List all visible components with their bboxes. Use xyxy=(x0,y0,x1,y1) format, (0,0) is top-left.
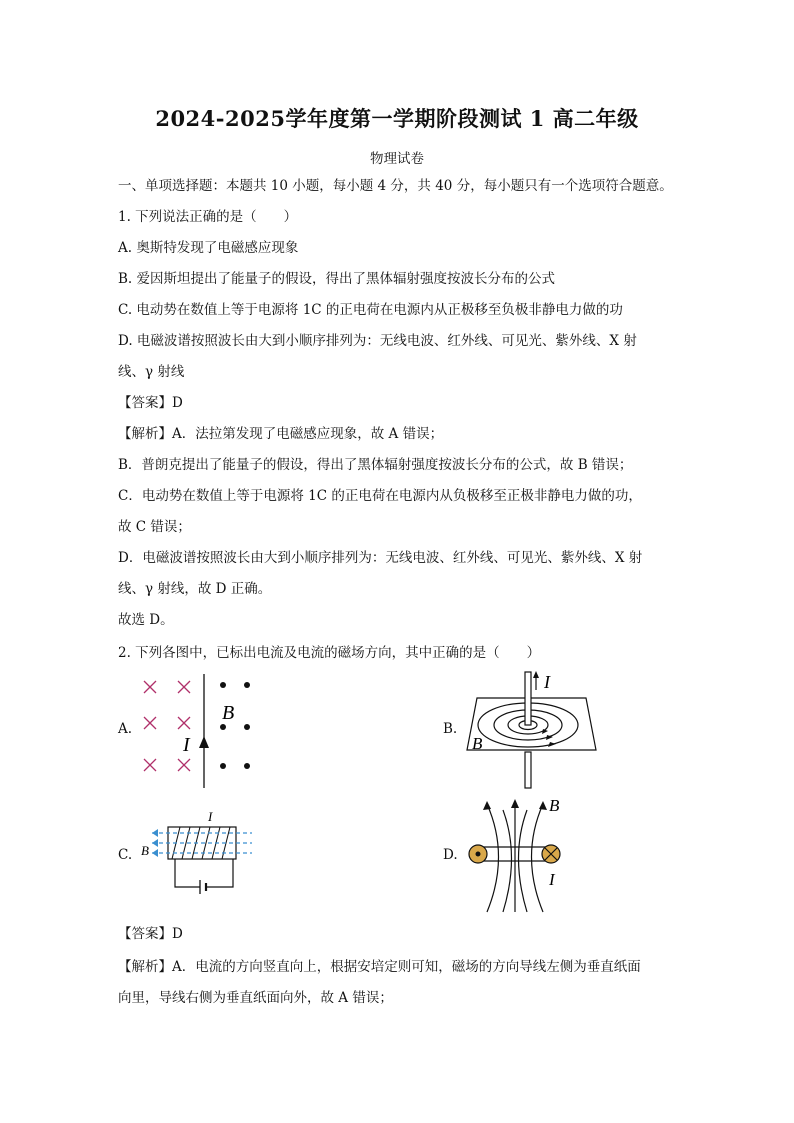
q1-option-d-line1: D. 电磁波谱按照波长由大到小顺序排列为：无线电波、红外线、可见光、紫外线、X 射 xyxy=(118,333,637,349)
field-label-b: B xyxy=(549,796,560,815)
figure-a xyxy=(135,672,265,790)
q1-analysis-7: 故选 D。 xyxy=(118,612,174,628)
q1-answer: 【答案】D xyxy=(118,395,183,411)
current-arrow xyxy=(533,671,539,678)
page-title: 2024-2025学年度第一学期阶段测试 1 高二年级 xyxy=(155,106,639,131)
q2-option-a-label: A. xyxy=(118,721,133,737)
page-subtitle: 物理试卷 xyxy=(370,151,424,167)
figure-d xyxy=(460,796,572,914)
q1-option-d-line2: 线、γ 射线 xyxy=(118,364,185,380)
field-lines xyxy=(487,802,543,912)
q2-option-b-label: B. xyxy=(443,721,458,737)
q1-analysis-3: C．电动势在数值上等于电源将 1C 的正电荷在电源内从负极移至正极非静电力做的功， xyxy=(118,488,642,504)
current-label-i: I xyxy=(544,672,550,692)
out-of-page-dots xyxy=(220,682,250,769)
q1-analysis-1: 【解析】A．法拉第发现了电磁感应现象，故 A 错误； xyxy=(118,426,444,442)
field-label-b: B xyxy=(141,843,149,858)
q2-analysis-1: 【解析】A．电流的方向竖直向上，根据安培定则可知，磁场的方向导线左侧为垂直纸面 xyxy=(118,959,641,975)
q2-option-d-label: D. xyxy=(443,847,458,863)
q1-stem: 1. 下列说法正确的是（ ） xyxy=(118,209,298,225)
wire-upper xyxy=(525,672,531,725)
wire-lower xyxy=(525,752,531,788)
q1-option-a: A. 奥斯特发现了电磁感应现象 xyxy=(118,240,299,256)
q1-option-c: C. 电动势在数值上等于电源将 1C 的正电荷在电源内从正极移至负极非静电力做的功 xyxy=(118,302,623,318)
q2-answer: 【答案】D xyxy=(118,926,183,942)
figure-b xyxy=(464,668,599,790)
into-page-crosses xyxy=(144,681,190,771)
q1-analysis-5: D．电磁波谱按照波长由大到小顺序排列为：无线电波、红外线、可见光、紫外线、X 射 xyxy=(118,550,643,566)
q1-option-b: B. 爱因斯坦提出了能量子的假设，得出了黑体辐射强度按波长分布的公式 xyxy=(118,271,556,287)
q1-analysis-4: 故 C 错误； xyxy=(118,519,191,535)
circuit-wire xyxy=(175,859,233,887)
q2-analysis-2: 向里，导线右侧为垂直纸面向外，故 A 错误； xyxy=(118,990,393,1006)
current-label-i: I xyxy=(208,809,213,824)
current-arrow xyxy=(199,736,209,748)
figure-c xyxy=(138,806,256,898)
field-label-b: B xyxy=(222,702,235,724)
q2-stem: 2. 下列各图中，已标出电流及电流的磁场方向，其中正确的是（ ） xyxy=(118,645,541,661)
q1-analysis-6: 线、γ 射线，故 D 正确。 xyxy=(118,581,272,597)
current-label-i: I xyxy=(549,870,555,889)
section-heading: 一、单项选择题：本题共 10 小题，每小题 4 分，共 40 分，每小题只有一个选项符合题意。 xyxy=(118,178,673,194)
current-label-i: I xyxy=(183,734,190,756)
field-label-b: B xyxy=(472,734,483,753)
q2-option-c-label: C. xyxy=(118,847,133,863)
q1-analysis-2: B．普朗克提出了能量子的假设，得出了黑体辐射强度按波长分布的公式，故 B 错误； xyxy=(118,457,633,473)
field-arrows xyxy=(152,829,158,857)
